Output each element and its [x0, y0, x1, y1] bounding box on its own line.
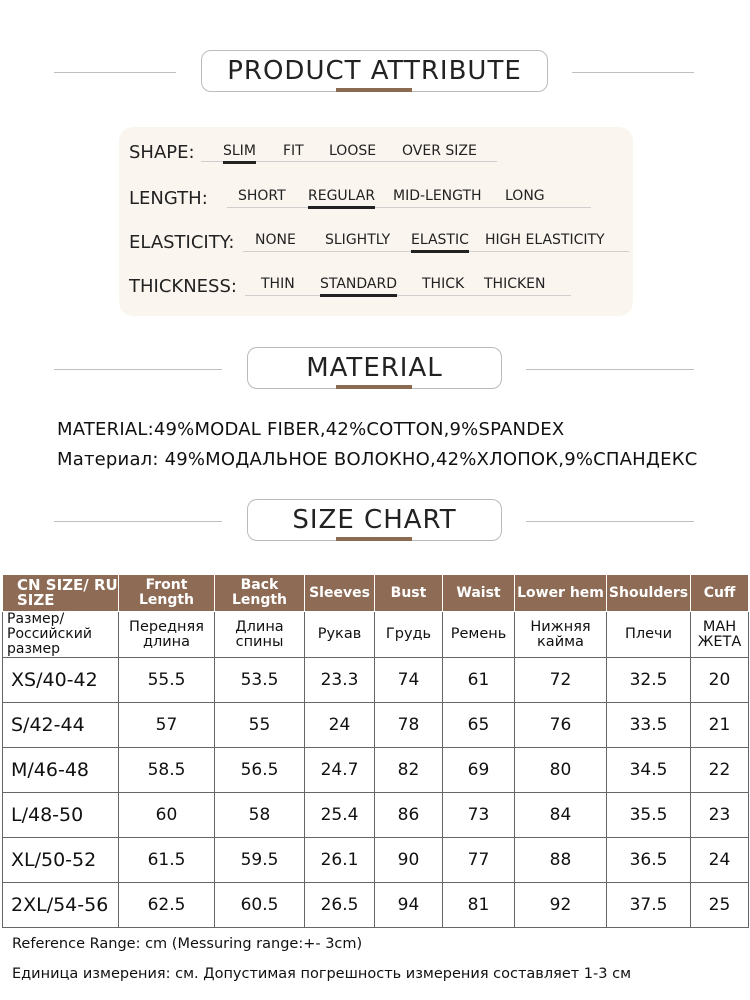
- header-waist: Waist: [443, 575, 515, 612]
- value-cell: 90: [375, 838, 443, 883]
- size-cell: L/48-50: [3, 793, 119, 838]
- value-cell: 23.3: [305, 658, 375, 703]
- header-ru-cell: Длина спины: [215, 612, 305, 658]
- size-cell: XL/50-52: [3, 838, 119, 883]
- value-cell: 60.5: [215, 883, 305, 928]
- value-cell: 21: [691, 703, 749, 748]
- size-cell: XS/40-42: [3, 658, 119, 703]
- value-cell: 23: [691, 793, 749, 838]
- header-size: CN SIZE/ RU SIZE: [3, 575, 119, 612]
- value-cell: 61: [443, 658, 515, 703]
- attr-option: LONG: [505, 188, 545, 204]
- attr-option: REGULAR: [308, 188, 376, 204]
- attr-option: ELASTIC: [411, 232, 469, 248]
- header-ru-cell: МАН ЖЕТА: [691, 612, 749, 658]
- table-row: [3, 748, 749, 793]
- value-cell: 24: [305, 703, 375, 748]
- value-cell: 77: [443, 838, 515, 883]
- reference-note-ru: Единица измерения: см. Допустимая погрешность измерения составляет 1-3 см: [12, 966, 632, 982]
- value-cell: 24: [691, 838, 749, 883]
- header-bust: Bust: [375, 575, 443, 612]
- value-cell: 53.5: [215, 658, 305, 703]
- attribute-panel: [119, 127, 633, 316]
- value-cell: 24.7: [305, 748, 375, 793]
- table-row: [3, 703, 749, 748]
- value-cell: 55.5: [119, 658, 215, 703]
- value-cell: 57: [119, 703, 215, 748]
- value-cell: 26.1: [305, 838, 375, 883]
- attr-option: SHORT: [238, 188, 286, 204]
- value-cell: 72: [515, 658, 607, 703]
- header-sleeves: Sleeves: [305, 575, 375, 612]
- header-shoulders: Shoulders: [607, 575, 691, 612]
- value-cell: 88: [515, 838, 607, 883]
- size-chart-title: SIZE CHART: [247, 499, 502, 541]
- value-cell: 37.5: [607, 883, 691, 928]
- header-cuff: Cuff: [691, 575, 749, 612]
- attr-label: THICKNESS:: [129, 276, 237, 297]
- value-cell: 34.5: [607, 748, 691, 793]
- attr-option: OVER SIZE: [402, 143, 477, 159]
- size-cell: 2XL/54-56: [3, 883, 119, 928]
- value-cell: 25.4: [305, 793, 375, 838]
- attr-option: THIN: [261, 276, 295, 292]
- value-cell: 84: [515, 793, 607, 838]
- value-cell: 35.5: [607, 793, 691, 838]
- attr-option: THICKEN: [484, 276, 546, 292]
- value-cell: 78: [375, 703, 443, 748]
- header-ru-cell: Рукав: [305, 612, 375, 658]
- material-heading: [0, 347, 750, 393]
- header-ru-cell: Передняя длина: [119, 612, 215, 658]
- attr-option: FIT: [283, 143, 304, 159]
- value-cell: 55: [215, 703, 305, 748]
- material-title: MATERIAL: [247, 347, 502, 389]
- value-cell: 69: [443, 748, 515, 793]
- value-cell: 22: [691, 748, 749, 793]
- header-lower-hem: Lower hem: [515, 575, 607, 612]
- header-ru-cell: Размер/ Российский размер: [3, 612, 119, 658]
- header-front-length: Front Length: [119, 575, 215, 612]
- header-ru-cell: Нижняя кайма: [515, 612, 607, 658]
- header-ru-cell: Плечи: [607, 612, 691, 658]
- attr-label: LENGTH:: [129, 188, 208, 209]
- value-cell: 58: [215, 793, 305, 838]
- size-chart-heading: [0, 499, 750, 545]
- header-ru-cell: Грудь: [375, 612, 443, 658]
- header-ru-cell: Ремень: [443, 612, 515, 658]
- attr-label: ELASTICITY:: [129, 232, 235, 253]
- attr-option: MID-LENGTH: [393, 188, 482, 204]
- table-row: [3, 793, 749, 838]
- header-row-en: [3, 575, 749, 612]
- attr-option: THICK: [422, 276, 465, 292]
- reference-note-en: Reference Range: cm (Messuring range:+- 3cm): [12, 936, 363, 952]
- value-cell: 94: [375, 883, 443, 928]
- value-cell: 76: [515, 703, 607, 748]
- value-cell: 81: [443, 883, 515, 928]
- material-ru: Материал: 49%МОДАЛЬНОЕ ВОЛОКНО,42%ХЛОПОК,9%СПАНДЕКС: [57, 449, 698, 470]
- attr-option: HIGH ELASTICITY: [485, 232, 605, 248]
- value-cell: 65: [443, 703, 515, 748]
- value-cell: 61.5: [119, 838, 215, 883]
- value-cell: 58.5: [119, 748, 215, 793]
- attr-option: SLIM: [223, 143, 256, 159]
- header-row-ru: [3, 612, 749, 658]
- size-chart-table: [2, 574, 749, 928]
- value-cell: 62.5: [119, 883, 215, 928]
- value-cell: 33.5: [607, 703, 691, 748]
- value-cell: 74: [375, 658, 443, 703]
- value-cell: 25: [691, 883, 749, 928]
- value-cell: 60: [119, 793, 215, 838]
- value-cell: 92: [515, 883, 607, 928]
- header-back-length: Back Length: [215, 575, 305, 612]
- table-row: [3, 658, 749, 703]
- value-cell: 20: [691, 658, 749, 703]
- attr-label: SHAPE:: [129, 142, 195, 163]
- product-attribute-heading: [0, 50, 750, 96]
- value-cell: 73: [443, 793, 515, 838]
- size-cell: S/42-44: [3, 703, 119, 748]
- material-en: MATERIAL:49%MODAL FIBER,42%COTTON,9%SPANDEX: [57, 419, 565, 440]
- value-cell: 80: [515, 748, 607, 793]
- value-cell: 26.5: [305, 883, 375, 928]
- size-cell: M/46-48: [3, 748, 119, 793]
- table-row: [3, 838, 749, 883]
- value-cell: 32.5: [607, 658, 691, 703]
- attr-option: LOOSE: [329, 143, 377, 159]
- attr-option: STANDARD: [320, 276, 398, 292]
- value-cell: 82: [375, 748, 443, 793]
- value-cell: 36.5: [607, 838, 691, 883]
- attr-option: NONE: [255, 232, 296, 248]
- value-cell: 86: [375, 793, 443, 838]
- product-attribute-title: PRODUCT ATTRIBUTE: [201, 50, 548, 92]
- table-row: [3, 883, 749, 928]
- value-cell: 56.5: [215, 748, 305, 793]
- value-cell: 59.5: [215, 838, 305, 883]
- attr-option: SLIGHTLY: [325, 232, 391, 248]
